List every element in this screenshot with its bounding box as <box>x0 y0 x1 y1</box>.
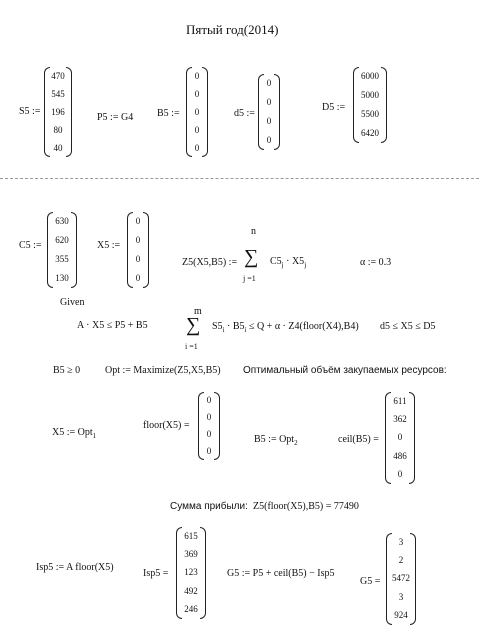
d5-vector[interactable] <box>258 74 280 150</box>
d5-label: d5 := <box>234 108 255 119</box>
D5-vector[interactable] <box>353 67 387 143</box>
z5-definition[interactable]: Z5(X5,B5) := <box>182 257 238 268</box>
vector-cell: 123 <box>184 567 198 578</box>
D5-label: D5 := <box>322 102 346 113</box>
z5-summand: $C5_j \cdot X5_j$ <box>270 256 307 269</box>
optimal-volume-caption: Оптимальный объём закупаемых ресурсов: <box>243 365 447 376</box>
vector-cell: 492 <box>184 585 198 596</box>
separator-line <box>0 178 479 179</box>
floor-x5-result <box>198 392 220 460</box>
vector-cell: 0 <box>206 446 212 456</box>
vector-cell: 486 <box>393 450 407 461</box>
vector-cell: 80 <box>53 124 63 135</box>
floor-x5-label: floor(X5) = <box>143 420 190 431</box>
vector-cell: 545 <box>51 88 65 99</box>
bracket-right <box>409 392 415 484</box>
vector-cell: 0 <box>397 469 403 480</box>
vector-cell: 0 <box>135 273 141 283</box>
isp5-definition[interactable]: Isp5 := A floor(X5) <box>36 562 114 573</box>
bracket-left <box>385 392 391 484</box>
s5-vector[interactable] <box>44 67 72 157</box>
bracket-right <box>202 67 208 157</box>
opt-maximize[interactable]: Opt := Maximize(Z5,X5,B5) <box>105 365 221 376</box>
ceil-b5-result <box>385 392 415 484</box>
vector-cell: 620 <box>55 235 69 245</box>
bracket-left <box>198 392 204 460</box>
vector-cell: 5472 <box>392 573 410 584</box>
vector-cell: 0 <box>194 88 200 99</box>
vector-cell: 0 <box>266 116 272 126</box>
bracket-left <box>44 67 50 157</box>
bracket-left <box>176 527 182 619</box>
vector-cell: 6000 <box>361 71 379 81</box>
vector-cell: 0 <box>135 254 141 264</box>
bracket-left <box>353 67 359 143</box>
vector-cell: 246 <box>184 604 198 615</box>
sum-upper-n: n <box>251 226 256 237</box>
vector-cell: 130 <box>55 273 69 283</box>
vector-cell: 3 <box>398 591 404 602</box>
page-title: Пятый год(2014) <box>186 22 279 37</box>
vector-cell: 0 <box>135 216 141 226</box>
vector-cell: 0 <box>206 429 212 439</box>
g5-label: G5 = <box>360 576 381 587</box>
sum-upper-m: m <box>194 306 202 317</box>
vector-cell: 0 <box>266 135 272 145</box>
vector-cell: 3 <box>398 536 404 547</box>
g5-result <box>386 533 416 625</box>
vector-cell: 5000 <box>361 90 379 100</box>
sum-sigma-icon: ∑ <box>186 314 201 336</box>
alpha-definition[interactable]: α := 0.3 <box>360 257 392 268</box>
vector-cell: 362 <box>393 414 407 425</box>
ceil-b5-label: ceil(B5) = <box>338 434 379 445</box>
sum-sigma-icon: ∑ <box>244 246 259 268</box>
vector-cell: 2 <box>398 555 404 566</box>
vector-cell: 0 <box>206 395 212 405</box>
vector-cell: 0 <box>194 106 200 117</box>
constraint-a-x5[interactable]: A · X5 ≤ P5 + B5 <box>77 320 148 331</box>
vector-cell: 196 <box>51 106 65 117</box>
x5-vector[interactable] <box>127 212 149 288</box>
vector-cell: 0 <box>397 432 403 443</box>
vector-cell: 0 <box>194 124 200 135</box>
vector-cell: 0 <box>194 70 200 81</box>
g5-definition[interactable]: G5 := P5 + ceil(B5) − Isp5 <box>227 568 335 579</box>
bracket-left <box>47 212 53 288</box>
isp5-label: Isp5 = <box>143 568 169 579</box>
vector-cell: 0 <box>206 412 212 422</box>
vector-cell: 355 <box>55 254 69 264</box>
bracket-right <box>214 392 220 460</box>
vector-cell: 0 <box>266 78 272 88</box>
vector-cell: 369 <box>184 549 198 560</box>
bracket-left <box>127 212 133 288</box>
vector-cell: 0 <box>194 142 200 153</box>
c5-label: C5 := <box>19 240 42 251</box>
profit-result[interactable]: Z5(floor(X5),B5) = 77490 <box>253 501 359 512</box>
vector-cell: 924 <box>394 610 408 621</box>
vector-cell: 611 <box>393 395 407 406</box>
sum-lower-j: j =1 <box>243 274 256 283</box>
bracket-right <box>410 533 416 625</box>
vector-cell: 5500 <box>361 109 379 119</box>
x5-opt-assign[interactable]: X5 := Opt$_1$ <box>52 427 97 440</box>
p5-definition[interactable]: P5 := G4 <box>97 112 134 123</box>
b5-vector[interactable] <box>186 67 208 157</box>
bracket-right <box>274 74 280 150</box>
vector-cell: 0 <box>266 97 272 107</box>
bracket-right <box>66 67 72 157</box>
bracket-left <box>186 67 192 157</box>
given-keyword: Given <box>60 297 85 308</box>
bracket-right <box>143 212 149 288</box>
bracket-right <box>381 67 387 143</box>
c5-vector[interactable] <box>47 212 77 288</box>
s5-label: S5 := <box>19 106 41 117</box>
b5-nonneg-constraint[interactable]: B5 ≥ 0 <box>53 365 81 376</box>
vector-cell: 40 <box>53 142 63 153</box>
bracket-left <box>258 74 264 150</box>
b5-opt-assign[interactable]: B5 := Opt$_2$ <box>254 434 298 447</box>
vector-cell: 6420 <box>361 128 379 138</box>
vector-cell: 630 <box>55 216 69 226</box>
vector-cell: 615 <box>184 530 198 541</box>
constraint-s5-b5[interactable]: $S5_i \cdot B5_i \le Q + \alpha$ · Z4(floor(X4),B4) <box>212 321 359 334</box>
vector-cell: 470 <box>51 70 65 81</box>
profit-caption: Сумма прибыли: <box>170 501 248 512</box>
bracket-right <box>200 527 206 619</box>
constraint-d5-x5[interactable]: d5 ≤ X5 ≤ D5 <box>380 321 436 332</box>
b5-label: B5 := <box>157 108 180 119</box>
bracket-right <box>71 212 77 288</box>
x5-label: X5 := <box>97 240 121 251</box>
isp5-result <box>176 527 206 619</box>
vector-cell: 0 <box>135 235 141 245</box>
sum-lower-i: i =1 <box>185 342 198 351</box>
